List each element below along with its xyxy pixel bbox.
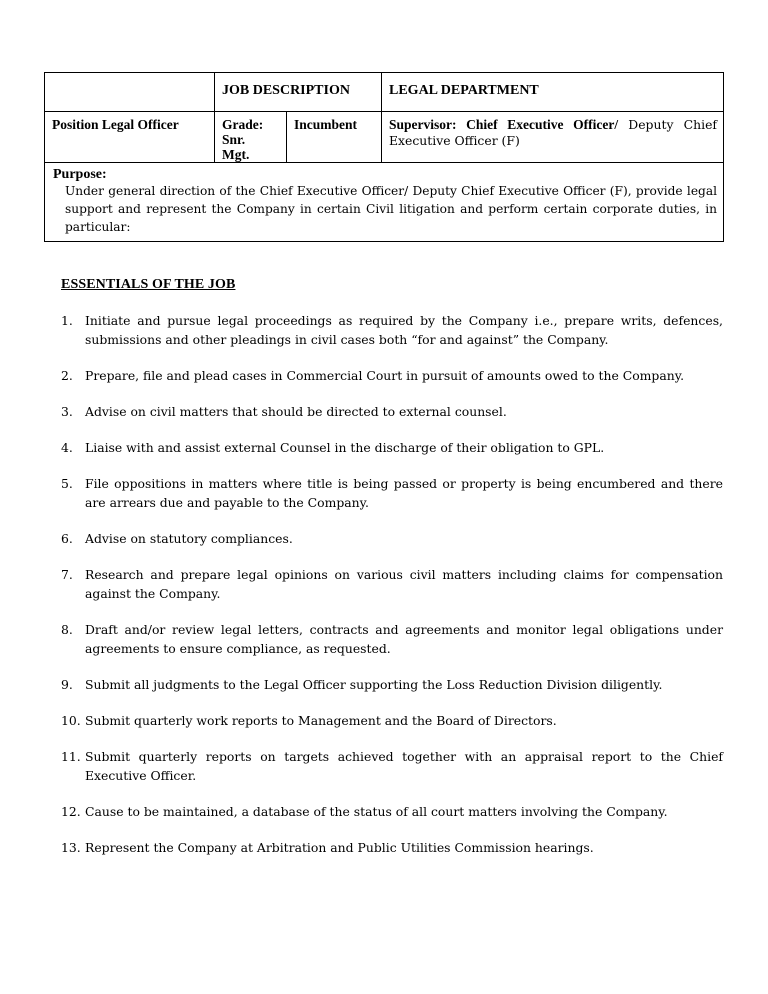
position-row xyxy=(45,112,724,163)
item-text: Advise on statutory compliances. xyxy=(85,531,293,546)
item-text: Draft and/or review legal letters, contracts and agreements and monitor legal obligations under agreements to ensure compliance, as requested. xyxy=(85,622,723,656)
supervisor-text xyxy=(382,112,723,149)
item-number: 8. xyxy=(61,622,73,637)
supervisor-cell xyxy=(382,112,724,163)
purpose-cell xyxy=(45,163,724,242)
purpose-text: Under general direction of the Chief Executive Officer/ Deputy Chief Executive Officer (F), provide legal support and represent the Company in certain Civil litigation and perform certain corporate duties, in particular: xyxy=(65,184,717,234)
grade-line1: Grade: xyxy=(222,117,264,132)
item-number: 12. xyxy=(61,804,81,819)
item-number: 10. xyxy=(61,713,81,728)
supervisor-bold: Supervisor: Chief Executive Officer/ xyxy=(389,117,619,132)
item-text: Cause to be maintained, a database of the status of all court matters involving the Company. xyxy=(85,804,668,819)
item-text: Represent the Company at Arbitration and Public Utilities Commission hearings. xyxy=(85,840,594,855)
list-item xyxy=(61,366,723,385)
item-text: Liaise with and assist external Counsel in the discharge of their obligation to GPL. xyxy=(85,440,605,455)
header-title: JOB DESCRIPTION xyxy=(222,83,350,98)
item-text: Advise on civil matters that should be directed to external counsel. xyxy=(85,404,507,419)
essentials-list xyxy=(61,311,723,874)
list-item xyxy=(61,565,723,603)
list-item xyxy=(61,802,723,821)
supervisor-rest: Deputy Chief Executive Officer (F) xyxy=(389,117,717,148)
list-item xyxy=(61,474,723,512)
item-number: 9. xyxy=(61,677,73,692)
list-item xyxy=(61,620,723,658)
item-number: 7. xyxy=(61,567,73,582)
item-number: 3. xyxy=(61,404,73,419)
item-number: 2. xyxy=(61,368,73,383)
item-text: Submit quarterly reports on targets achieved together with an appraisal report to the Chief Executive Officer. xyxy=(85,749,723,783)
job-description-table xyxy=(44,72,724,242)
item-number: 11. xyxy=(61,749,81,764)
list-item xyxy=(61,675,723,694)
item-text: Submit quarterly work reports to Management and the Board of Directors. xyxy=(85,713,557,728)
item-text: Submit all judgments to the Legal Officer supporting the Loss Reduction Division diligently. xyxy=(85,677,663,692)
item-number: 13. xyxy=(61,840,81,855)
list-item xyxy=(61,838,723,857)
purpose-row xyxy=(45,163,724,242)
grade-cell xyxy=(215,112,287,163)
section-title: ESSENTIALS OF THE JOB xyxy=(61,277,236,292)
grade-line3: Mgt. xyxy=(222,147,250,162)
header-title-cell xyxy=(215,73,382,112)
grade-line2: Snr. xyxy=(222,132,246,147)
table-header-row xyxy=(45,73,724,112)
incumbent-cell xyxy=(287,112,382,163)
list-item xyxy=(61,438,723,457)
position-label: Position Legal Officer xyxy=(52,117,179,132)
incumbent-label: Incumbent xyxy=(294,117,358,132)
item-number: 1. xyxy=(61,313,73,328)
purpose-title: Purpose: xyxy=(53,167,107,182)
item-text: Initiate and pursue legal proceedings as required by the Company i.e., prepare writs, defences, submissions and other pleadings in civil cases both “for and against” the Company. xyxy=(85,313,723,347)
grade-label xyxy=(215,112,286,162)
list-item xyxy=(61,402,723,421)
item-number: 4. xyxy=(61,440,73,455)
item-text: Research and prepare legal opinions on various civil matters including claims for compensation against the Company. xyxy=(85,567,723,601)
header-department-cell xyxy=(382,73,724,112)
header-department: LEGAL DEPARTMENT xyxy=(389,83,539,98)
item-text: Prepare, file and plead cases in Commercial Court in pursuit of amounts owed to the Company. xyxy=(85,368,685,383)
list-item xyxy=(61,747,723,785)
list-item xyxy=(61,311,723,349)
item-number: 5. xyxy=(61,476,73,491)
item-number: 6. xyxy=(61,531,73,546)
list-item xyxy=(61,711,723,730)
list-item xyxy=(61,529,723,548)
header-empty-cell xyxy=(45,73,215,112)
position-cell xyxy=(45,112,215,163)
item-text: File oppositions in matters where title is being passed or property is being encumbered and there are arrears due and payable to the Company. xyxy=(85,476,723,510)
